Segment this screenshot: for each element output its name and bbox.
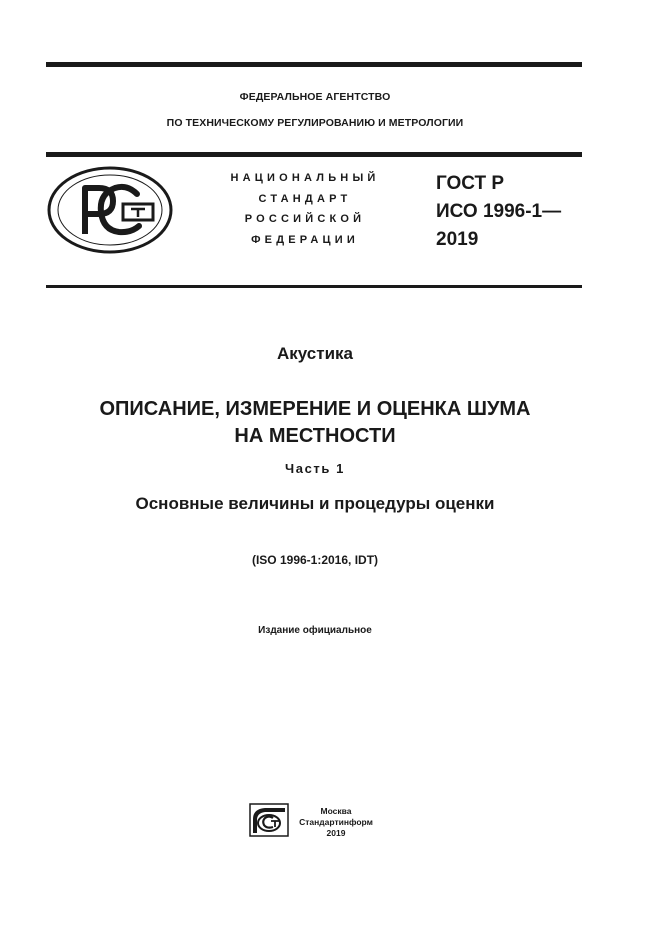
publisher-name: Стандартинформ [299,817,373,827]
agency-name-line2: ПО ТЕХНИЧЕСКОМУ РЕГУЛИРОВАНИЮ И МЕТРОЛОГИИ [166,117,464,129]
document-title-line1: ОПИСАНИЕ, ИЗМЕРЕНИЕ И ОЦЕНКА ШУМА [99,398,531,420]
national-standard-line: НАЦИОНАЛЬНЫЙ [230,172,380,184]
standard-designation-line: ИСО 1996-1— [436,201,562,222]
document-field: Акустика [276,344,353,363]
agency-name-line1: ФЕДЕРАЛЬНОЕ АГЕНТСТВО [239,91,391,103]
block-rule [46,285,582,288]
standard-designation-line: 2019 [436,229,479,250]
national-standard-line: СТАНДАРТ [258,193,352,205]
document-subtitle: Основные величины и процедуры оценки [135,494,495,513]
iso-reference: (ISO 1996-1:2016, IDT) [251,553,379,567]
edition-note: Издание официальное [258,625,372,636]
standartinform-logo-icon [249,803,289,837]
publisher-city: Москва [320,806,352,816]
document-part: Часть 1 [285,461,345,476]
top-rule [46,62,582,67]
gost-r-logo-icon [47,166,173,254]
publication-year: 2019 [326,828,346,838]
header-rule [46,152,582,157]
national-standard-line: РОССИЙСКОЙ [244,213,366,225]
national-standard-line: ФЕДЕРАЦИИ [251,234,359,246]
document-title-line2: НА МЕСТНОСТИ [234,425,396,447]
standard-designation-line: ГОСТ Р [436,173,505,194]
